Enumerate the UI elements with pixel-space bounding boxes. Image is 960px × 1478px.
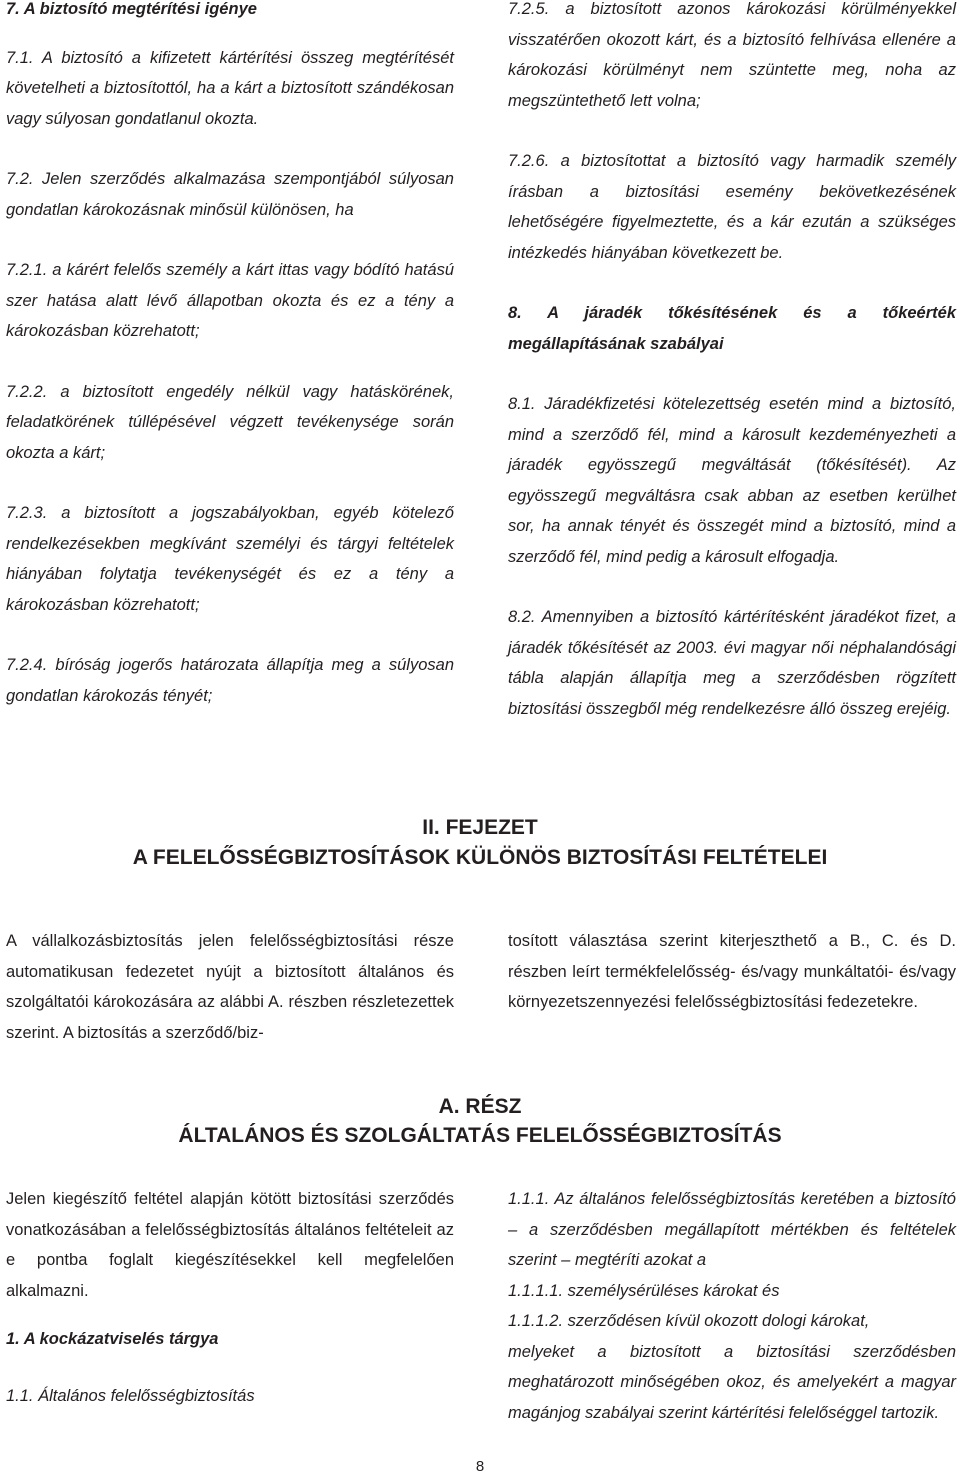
top-left-column xyxy=(6,0,454,741)
paragraph-8-1: 8.1. Járadékfizetési kötelezettség esetén mind a biztosító, mind a szerződő fél, mind a károsult kezdeményezheti a járadék egyösszegű megváltását (tőkésítését). Az egyösszegű megváltásra csak abban az esetben kerülhet sor, ha annak tényét és összegét mind a biztosító, mind a szerződő fél, mind pedig a károsult elfogadja. xyxy=(508,395,956,566)
chapter-intro-right-text: tosított választása szerint kiterjeszthető a B., C. és D. részben leírt termékfelelősség- és/vagy munkáltatói- és/vagy környezetszennyezési felelősségbiztosítási fedezetekre. xyxy=(508,932,956,1011)
paragraph-1-1-1-continuation: melyeket a biztosított a biztosítási szerződésben meghatározott minőségében okoz, és amelyekért a magyar magánjog szabályai szerint kártérítési felelőséggel tartozik. xyxy=(508,1342,956,1422)
chapter-title-number: II. FEJEZET xyxy=(422,816,538,839)
paragraph-1-1-1-1: 1.1.1.1. személysérüléses károkat és xyxy=(508,1281,780,1300)
chapter-intro-left xyxy=(6,926,454,1048)
section-1-1-heading: 1.1. Általános felelősségbiztosítás xyxy=(6,1386,255,1405)
part-a-left-column xyxy=(6,1184,454,1411)
chapter-intro-right xyxy=(508,926,956,1018)
chapter-intro-left-text: A vállalkozásbiztosítás jelen felelősségbiztosítási része automatikusan fedezetet nyújt a biztosított általános és szolgáltatói károkozására az alábbi A. részben részletezettek szerint. A biztosítás a szerződő/biz- xyxy=(6,932,454,1042)
paragraph-7-1: 7.1. A biztosító a kifizetett kártérítési összeg megtérítését követelheti a biztosítottól, ha a kárt a biztosított szándékosan vagy súlyosan gondatlanul okozta. xyxy=(6,48,454,128)
section-7-heading: 7. A biztosító megtérítési igénye xyxy=(6,0,257,18)
part-a-number: A. RÉSZ xyxy=(438,1095,522,1118)
paragraph-1-1-1: 1.1.1. Az általános felelősségbiztosítás keretében a biztosító – a szerződésben megállapított mértékben és feltételek szerint – megtéríti azokat a xyxy=(508,1190,956,1269)
paragraph-1-1-1-2: 1.1.1.2. szerződésen kívül okozott dologi károkat, xyxy=(508,1312,870,1330)
chapter-title: A FELELŐSSÉGBIZTOSÍTÁSOK KÜLÖNÖS BIZTOSÍTÁSI FELTÉTELEI xyxy=(132,846,828,869)
paragraph-8-2: 8.2. Amennyiben a biztosító kártérítésként járadékot fizet, a járadék tőkésítését az 2003. évi magyar női néphalandósági tábla alapján állapítja meg a szerződésben rögzített biztosítási összegből még rendelkezésre álló összeg erejéig. xyxy=(508,608,956,718)
paragraph-7-2-2: 7.2.2. a biztosított engedély nélkül vagy hatáskörének, feladatkörének túllépésével végzett tevékenysége során okozta a kárt; xyxy=(6,382,454,462)
paragraph-7-2: 7.2. Jelen szerződés alkalmazása szempontjából súlyosan gondatlan károkozásnak minősül különösen, ha xyxy=(6,170,454,219)
part-a-right-column xyxy=(508,1184,956,1428)
part-a-intro: Jelen kiegészítő feltétel alapján kötött biztosítási szerződés vonatkozásában a felelősségbiztosítás általános feltételeit az e pontba foglalt kiegészítésekkel kell megfelelően alkalmazni. xyxy=(6,1190,454,1300)
section-1-heading: 1. A kockázatviselés tárgya xyxy=(6,1330,219,1348)
top-right-column xyxy=(508,0,956,754)
paragraph-7-2-4: 7.2.4. bíróság jogerős határozata állapítja meg a súlyosan gondatlan károkozás tényét; xyxy=(6,656,454,705)
page-number: 8 xyxy=(475,1458,485,1475)
paragraph-7-2-5: 7.2.5. a biztosított azonos károkozási körülményekkel visszatérően okozott kárt, és a biztosító felhívása ellenére a károkozási körülményt nem szüntette meg, noha az megszüntethető lett volna; xyxy=(508,0,956,110)
paragraph-7-2-3: 7.2.3. a biztosított a jogszabályokban, egyéb kötelező rendelkezésekben megkívánt személyi és tárgyi feltételek hiányában folytatja tevékenységét és ez a tény a károkozásban közrehatott; xyxy=(6,504,454,614)
paragraph-7-2-6: 7.2.6. a biztosítottat a biztosító vagy harmadik személy írásban a biztosítási esemény bekövetkezésének lehetőségére figyelmeztette, és a kár ezután a szükséges intézkedés hiányában következett be. xyxy=(508,152,956,262)
part-a-title: ÁLTALÁNOS ÉS SZOLGÁLTATÁS FELELŐSSÉGBIZTOSÍTÁS xyxy=(178,1124,782,1147)
paragraph-7-2-1: 7.2.1. a kárért felelős személy a kárt ittas vagy bódító hatású szer hatása alatt lévő állapotban okozta és ez a tény a károkozásban közrehatott; xyxy=(6,261,454,340)
section-8-heading: 8. A járadék tőkésítésének és a tőkeérték megállapításának szabályai xyxy=(508,304,956,353)
